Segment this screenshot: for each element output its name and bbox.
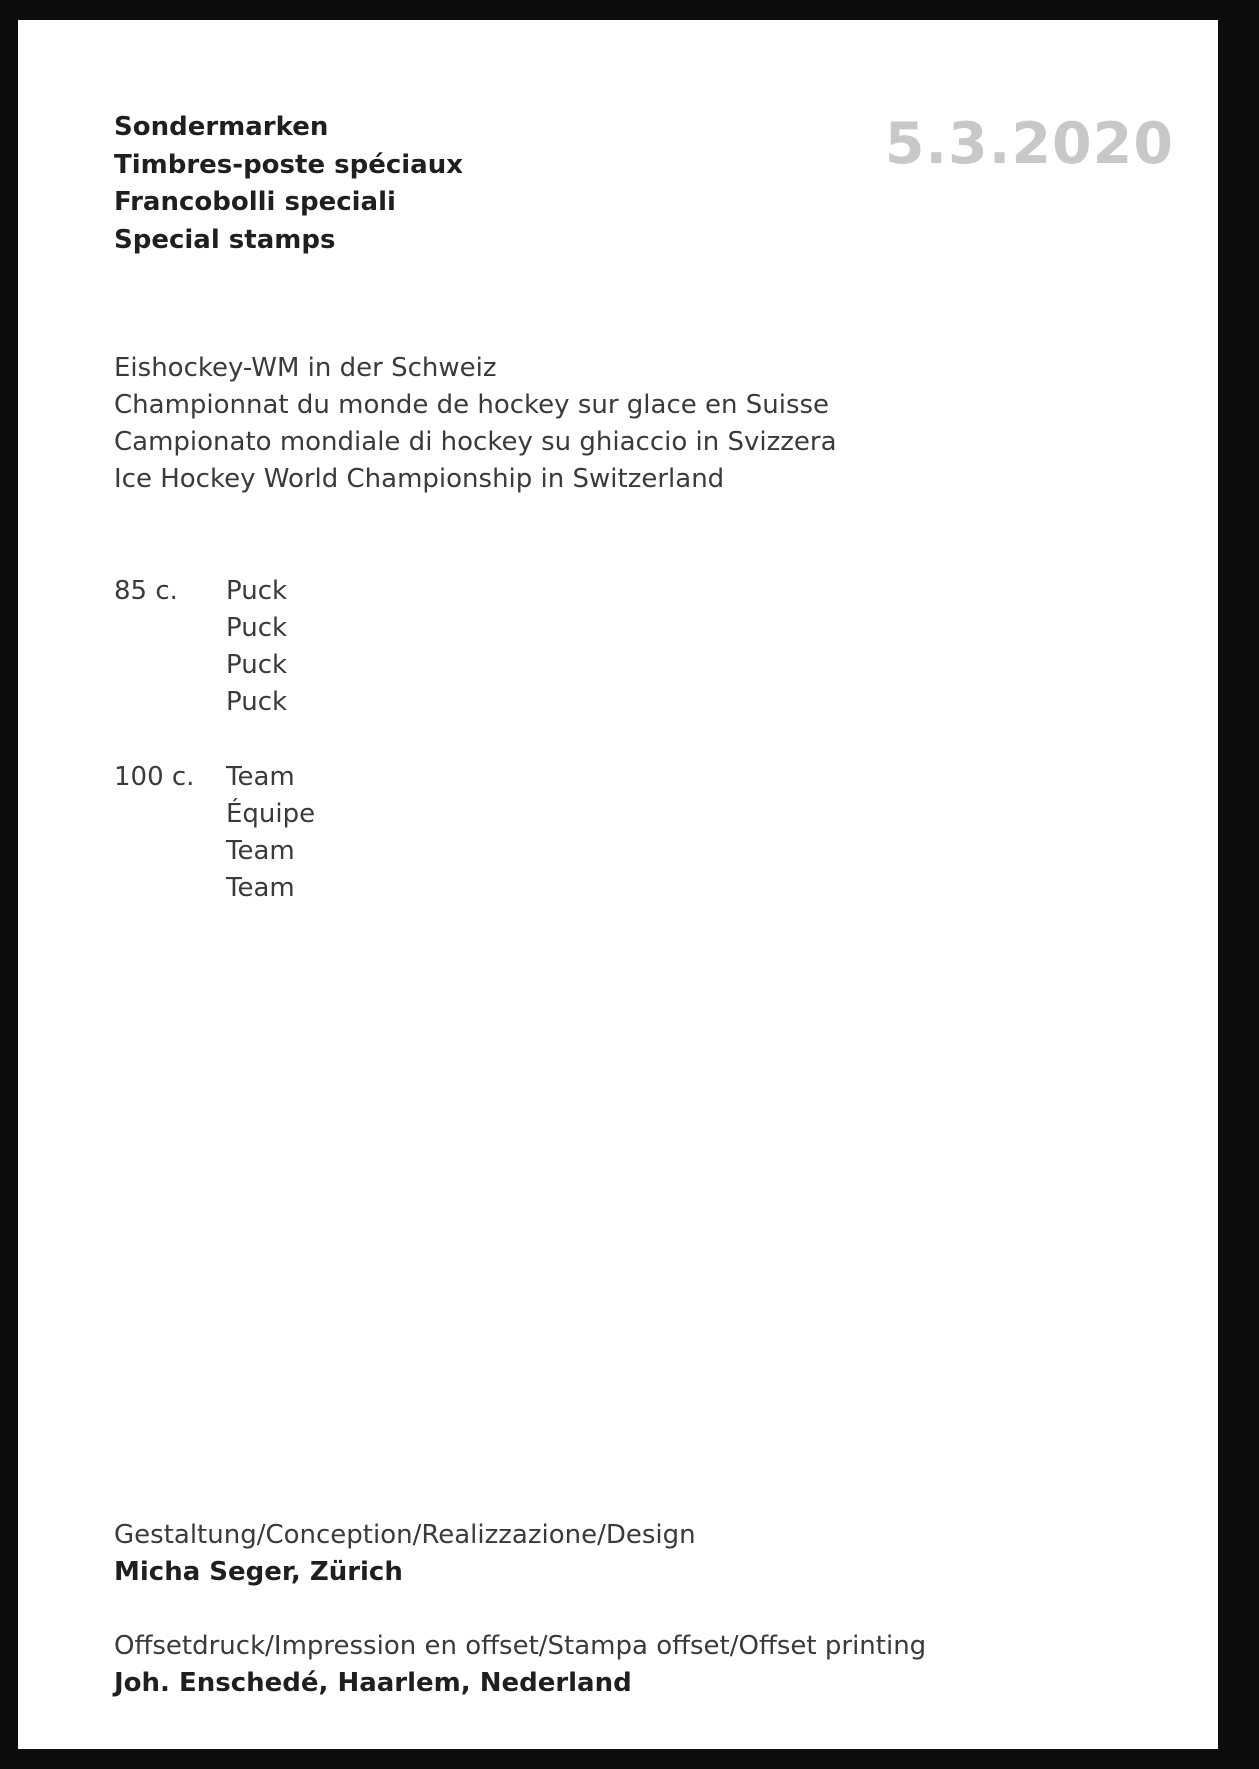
stamp-motif: Team: [226, 836, 295, 866]
stamp-motif: Puck: [226, 613, 288, 643]
stamp-denomination: 100 c.: [114, 762, 195, 792]
stamp-motif: Team: [226, 873, 295, 903]
stamp-motif: Puck: [226, 576, 288, 606]
subject-line-fr: Championnat du monde de hockey sur glace en Suisse: [114, 390, 830, 420]
stamp-motif: Team: [226, 762, 295, 792]
stamp-info-card: [18, 20, 1218, 1749]
subject-block: [114, 350, 837, 498]
stamp-motif: Équipe: [226, 799, 316, 829]
subject-line-en: Ice Hockey World Championship in Switzerland: [114, 464, 725, 494]
printing-credit-label: Offsetdruck/Impression en offset/Stampa offset/Offset printing: [114, 1631, 927, 1661]
title-line-de: Sondermarken: [114, 112, 329, 142]
title-line-fr: Timbres-poste spéciaux: [114, 149, 464, 180]
stamp-motif: Puck: [226, 687, 288, 717]
stamp-motif: Puck: [226, 650, 288, 680]
design-credit-label: Gestaltung/Conception/Realizzazione/Design: [114, 1520, 696, 1550]
title-line-en: Special stamps: [114, 224, 336, 255]
issue-date: 5.3.2020: [884, 111, 1174, 177]
printing-credit-value: Joh. Enschedé, Haarlem, Nederland: [114, 1668, 632, 1698]
subject-line-it: Campionato mondiale di hockey su ghiaccio in Svizzera: [114, 427, 837, 457]
design-credit-value: Micha Seger, Zürich: [114, 1557, 403, 1587]
stamp-motif-list: [226, 573, 287, 721]
subject-line-de: Eishockey-WM in der Schweiz: [114, 353, 497, 383]
title-block: [114, 109, 463, 259]
stamp-denomination: 85 c.: [114, 576, 178, 606]
stamp-motif-list: [226, 759, 315, 907]
title-line-it: Francobolli speciali: [114, 187, 396, 217]
